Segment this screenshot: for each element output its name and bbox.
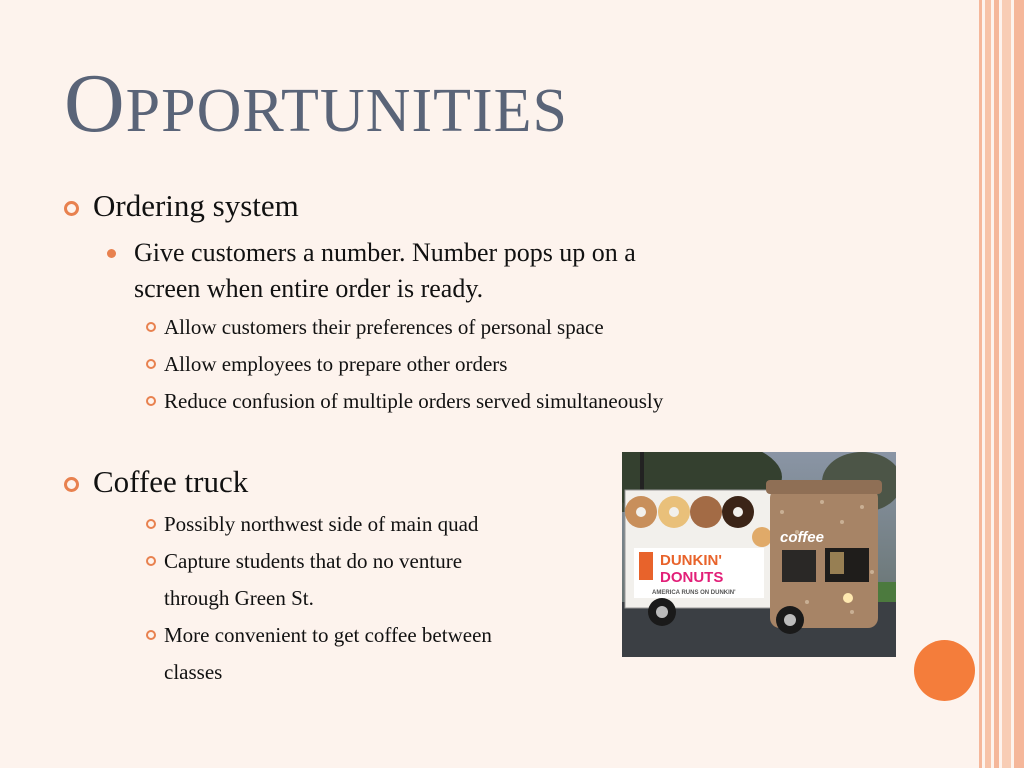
detail-point: Capture students that do no venture: [164, 549, 463, 573]
detail-point: Reduce confusion of multiple orders served simultaneously: [164, 389, 664, 413]
bullet-icon: [107, 249, 116, 258]
bullet-icon: [146, 359, 156, 369]
sub-point-line-2: screen when entire order is ready.: [134, 274, 484, 303]
slide-title: [64, 57, 568, 150]
bullet-icon: [146, 519, 156, 529]
decorative-stripe: [979, 0, 982, 768]
detail-point: Possibly northwest side of main quad: [164, 512, 479, 536]
bullet-icon: [146, 322, 156, 332]
bullet-icon: [146, 630, 156, 640]
detail-point-continued: classes: [164, 660, 223, 684]
cup-text: coffee: [780, 529, 824, 546]
section-heading-ordering: Ordering system: [93, 188, 299, 223]
tagline-text: AMERICA RUNS ON DUNKIN': [652, 590, 736, 596]
bullet-icon: [146, 556, 156, 566]
decorative-circle: [914, 640, 975, 701]
title-initial: O: [64, 57, 126, 150]
bullet-icon: [64, 477, 79, 492]
decorative-stripe: [994, 0, 999, 768]
decorative-stripe: [1002, 0, 1011, 768]
detail-point: More convenient to get coffee between: [164, 623, 492, 647]
detail-point: Allow employees to prepare other orders: [164, 352, 508, 376]
detail-point-continued: through Green St.: [164, 586, 314, 610]
bullet-icon: [146, 396, 156, 406]
brand-bottom-text: DONUTS: [660, 569, 724, 586]
section-heading-coffee-truck: Coffee truck: [93, 464, 249, 499]
title-rest: PPORTUNITIES: [125, 77, 568, 145]
detail-point: Allow customers their preferences of personal space: [164, 315, 604, 339]
coffee-truck-photo: [622, 452, 896, 657]
bullet-icon: [64, 201, 79, 216]
decorative-stripe: [1014, 0, 1024, 768]
sub-point-line-1: Give customers a number. Number pops up on a: [134, 238, 636, 267]
decorative-stripe: [985, 0, 991, 768]
brand-top-text: DUNKIN': [660, 552, 722, 569]
